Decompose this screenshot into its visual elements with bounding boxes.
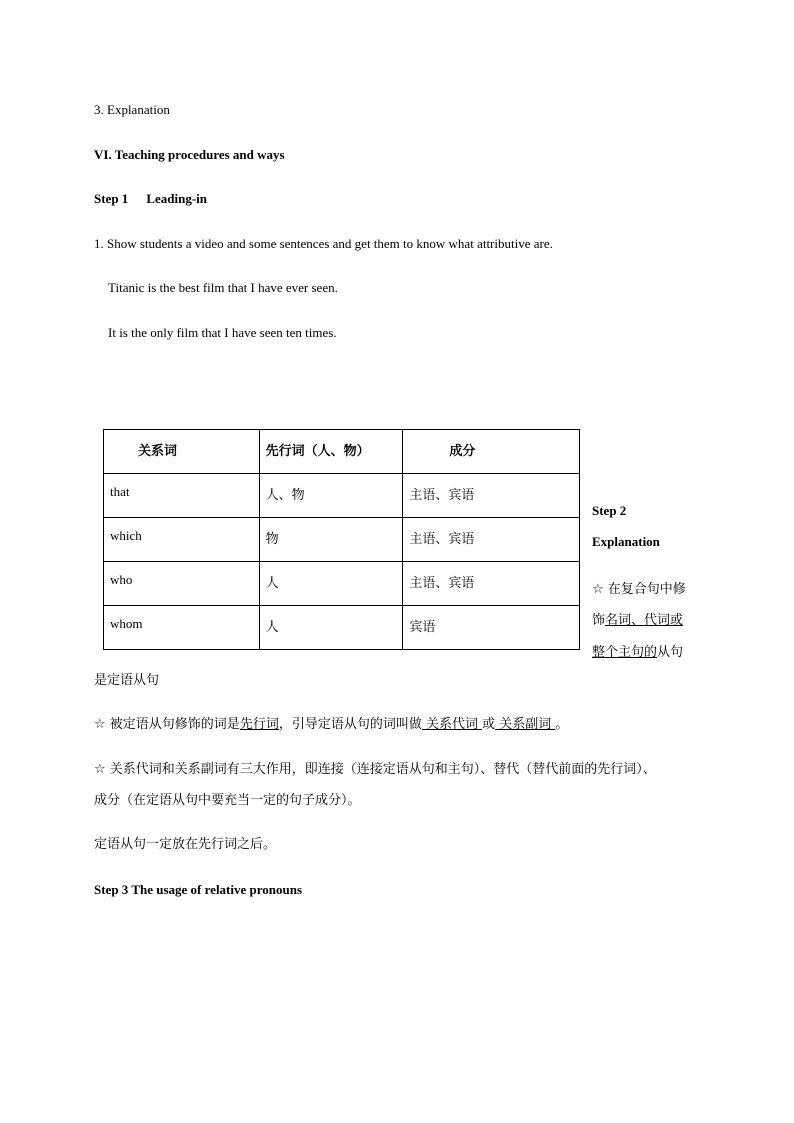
star-icon: ☆ [592,582,604,597]
example-sentence-1: Titanic is the best film that I have ever seen. [108,280,338,295]
step2-line-2-underlined: 名词、代词或 [605,613,684,628]
step2-line-2-text: 饰 [592,613,606,628]
explanation-item: 3. Explanation [94,102,170,117]
table-header-cell: 关系词 [104,430,260,474]
functions-paragraph-line-1 [94,761,656,779]
table-header-cell: 先行词（人、物） [259,430,403,474]
table-row [104,518,580,562]
functions-text: 关系代词和关系副词有三大作用，即连接（连接定语从句和主句）、替代（替代前面的先行词）、 [109,762,656,777]
table-cell: 物 [259,518,403,562]
instruction-line: 1. Show students a video and some sentences and get them to know what attributive are. [94,236,553,251]
step2-continuation: 是定语从句 [94,673,160,688]
antecedent-term: 先行词 [239,717,279,732]
step1-heading [94,190,207,208]
table-cell: that [104,474,260,518]
relative-pronoun-term: 关系代词 [421,717,483,732]
step1-title: Leading-in [146,191,207,206]
step3-heading: Step 3 The usage of relative pronouns [94,882,303,897]
relative-adverb-term: 关系副词 [495,717,556,732]
table-cell: 宾语 [403,606,580,650]
para1-text: 或 [482,717,496,732]
star-icon: ☆ [94,717,106,732]
section-heading: VI. Teaching procedures and ways [94,147,285,162]
table-cell: which [104,518,260,562]
step2-line-2 [592,609,683,628]
step2-line-3-text: 从句 [657,645,684,660]
table-header-row [104,430,580,474]
table-cell: 主语、宾语 [403,518,580,562]
step2-line-1-text: 在复合句中修 [607,582,686,597]
table-cell: 主语、宾语 [403,474,580,518]
para1-text: 。 [555,717,569,732]
step2-title: Explanation [592,534,660,549]
para1-text: ，引导定语从句的词叫做 [278,717,422,732]
step2-line-3 [592,641,683,660]
table-row [104,606,580,650]
step2-line-1 [592,578,686,597]
relative-word-table [103,429,580,650]
table-cell: who [104,562,260,606]
placement-note: 定语从句一定放在先行词之后。 [94,837,277,852]
table-cell: 人、物 [259,474,403,518]
table-row [104,474,580,518]
table-cell: whom [104,606,260,650]
example-sentence-2: It is the only film that I have seen ten times. [108,325,337,340]
table-cell: 人 [259,562,403,606]
table-header-cell: 成分 [403,430,580,474]
table-row [104,562,580,606]
step1-label: Step 1 [94,191,129,206]
table-cell: 人 [259,606,403,650]
table-cell: 主语、宾语 [403,562,580,606]
star-icon: ☆ [94,762,106,777]
functions-paragraph-line-2: 成分（在定语从句中要充当一定的句子成分）。 [94,793,361,808]
step2-line-3-underlined: 整个主句的 [592,645,658,660]
antecedent-paragraph [94,716,568,734]
step2-label: Step 2 [592,503,627,518]
para1-text: 被定语从句修饰的词是 [109,717,240,732]
